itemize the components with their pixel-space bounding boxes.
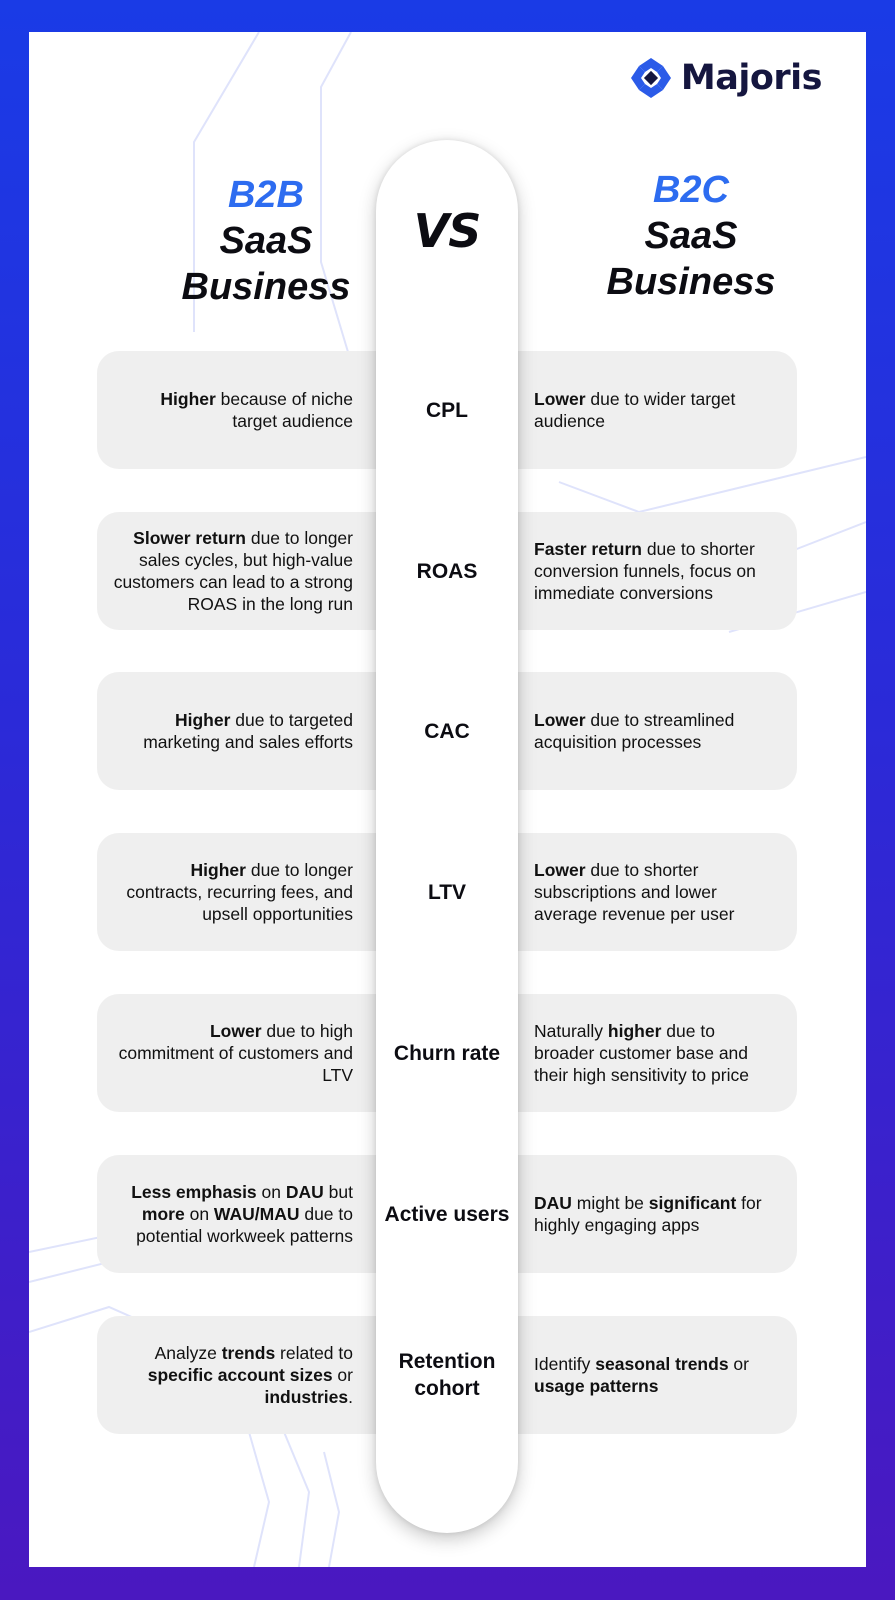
b2c-title: B2C bbox=[652, 169, 730, 211]
b2b-ltv-text: Higher due to longer contracts, recurring fees, and upsell opportunities bbox=[126, 860, 353, 924]
b2b-active-users-text: Less emphasis on DAU but more on WAU/MAU due to potential workweek patterns bbox=[131, 1182, 353, 1246]
metric-cac: CAC bbox=[424, 719, 470, 743]
b2c-subtitle-line-2: Business bbox=[606, 261, 776, 303]
brand-name: Majoris bbox=[680, 58, 822, 98]
b2b-subtitle-line-1: SaaS bbox=[219, 220, 313, 262]
b2c-ltv-text: Lower due to shorter subscriptions and lower average revenue per user bbox=[534, 860, 735, 924]
b2c-churn-text: Naturally higher due to broader customer base and their high sensitivity to price bbox=[534, 1021, 749, 1085]
b2b-title: B2B bbox=[227, 174, 305, 216]
b2c-active-users-text: DAU might be significant for highly engaging apps bbox=[534, 1193, 762, 1235]
b2c-cpl-text: Lower due to wider target audience bbox=[534, 389, 736, 431]
b2b-subtitle-line-2: Business bbox=[181, 266, 351, 308]
b2b-churn-text: Lower due to high commitment of customers and LTV bbox=[118, 1021, 353, 1085]
b2c-subtitle-line-1: SaaS bbox=[644, 215, 738, 257]
metric-ltv: LTV bbox=[427, 880, 467, 904]
b2b-roas-text: Slower return due to longer sales cycles, but high-value customers can lead to a strong ROAS in the long run bbox=[113, 528, 353, 614]
vs-label: VS bbox=[413, 204, 481, 258]
b2b-retention-text: Analyze trends related to specific account sizes or industries. bbox=[147, 1343, 353, 1407]
b2c-column-header bbox=[561, 167, 821, 305]
metric-cpl: CPL bbox=[426, 398, 468, 422]
b2b-cpl-text: Higher because of niche target audience bbox=[160, 389, 353, 431]
metric-retention-cohort: Retention cohort bbox=[398, 1350, 496, 1400]
metric-churn-rate: Churn rate bbox=[393, 1041, 501, 1065]
infographic-card bbox=[29, 32, 866, 1567]
b2b-cac-text: Higher due to targeted marketing and sales efforts bbox=[143, 710, 353, 752]
b2c-retention-text: Identify seasonal trends or usage patterns bbox=[534, 1354, 749, 1396]
brand-logo bbox=[629, 56, 822, 100]
b2c-cac-text: Lower due to streamlined acquisition processes bbox=[534, 710, 735, 752]
b2c-roas-text: Faster return due to shorter conversion funnels, focus on immediate conversions bbox=[534, 539, 756, 603]
b2b-column-header bbox=[136, 172, 396, 310]
metric-active-users: Active users bbox=[384, 1202, 510, 1226]
majoris-logo-icon bbox=[629, 56, 673, 100]
metric-roas: ROAS bbox=[416, 559, 478, 583]
